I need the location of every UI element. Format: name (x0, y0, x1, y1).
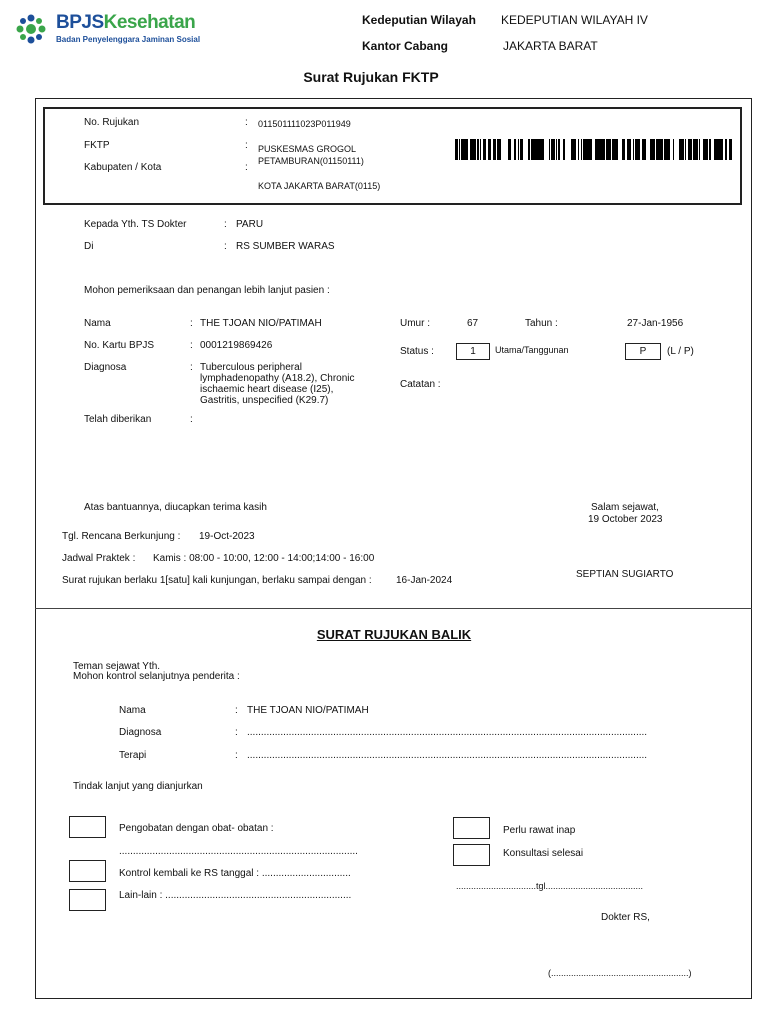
back-name-value: THE TJOAN NIO/PATIMAH (247, 705, 369, 716)
request-text: Mohon pemeriksaan dan penangan lebih lanjut pasien : (84, 285, 330, 296)
birth-value: 27-Jan-1956 (627, 318, 684, 329)
hospital-doctor-label: Dokter RS, (601, 912, 650, 923)
validity-date: 16-Jan-2024 (396, 575, 453, 586)
visit-date-label: Tgl. Rencana Berkunjung : (62, 531, 181, 542)
recipient-place-label: Di (84, 241, 94, 252)
recipient-place-value: RS SUMBER WARAS (236, 241, 335, 252)
fktp-label: FKTP (84, 140, 110, 151)
colon: : (235, 727, 238, 738)
greeting-line2: Mohon kontrol selanjutnya penderita : (73, 671, 240, 682)
other-checkbox[interactable] (69, 889, 106, 911)
bpjs-card-value: 0001219869426 (200, 340, 273, 351)
thanks-text: Atas bantuannya, diucapkan terima kasih (84, 502, 267, 513)
bpjs-logo-icon (16, 14, 46, 44)
fktp-value-line2: PETAMBURAN(01150111) (258, 156, 364, 166)
brand-name: BPJSKesehatan (56, 12, 196, 33)
back-diagnosis-label: Diagnosa (119, 727, 162, 738)
patient-name-value: THE TJOAN NIO/PATIMAH (200, 318, 322, 329)
document-title: Surat Rujukan FKTP (303, 69, 439, 85)
recipient-doctor-label: Kepada Yth. TS Dokter (84, 219, 187, 230)
referral-form (35, 98, 752, 999)
age-value: 67 (467, 318, 479, 329)
kabupaten-value: KOTA JAKARTA BARAT(0115) (258, 181, 381, 191)
validity-text: Surat rujukan berlaku 1[satu] kali kunjungan, berlaku sampai dengan : (62, 575, 372, 586)
greeting-line1: Teman sejawat Yth. (73, 661, 161, 672)
colon: : (190, 340, 193, 351)
gender-description: (L / P) (667, 346, 694, 357)
branch-value: JAKARTA BARAT (503, 39, 598, 53)
schedule-label: Jadwal Praktek : (62, 553, 136, 564)
region-label: Kedeputian Wilayah (362, 13, 476, 27)
medication-label: Pengobatan dengan obat- obatan : (119, 823, 274, 834)
control-checkbox[interactable] (69, 860, 106, 882)
control-label: Kontrol kembali ke RS tanggal : ................................ (119, 868, 351, 879)
age-label: Umur : (400, 318, 430, 329)
back-therapy-label: Terapi (119, 750, 147, 761)
colon: : (245, 117, 248, 128)
consultation-done-checkbox[interactable] (453, 844, 490, 866)
colon: : (190, 362, 193, 373)
visit-date-value: 19-Oct-2023 (199, 531, 255, 542)
regards-text: Salam sejawat, (591, 502, 659, 513)
consultation-done-label: Konsultasi selesai (503, 848, 584, 859)
back-referral-title: SURAT RUJUKAN BALIK (316, 627, 472, 642)
barcode (455, 139, 734, 160)
schedule-value: Kamis : 08:00 - 10:00, 12:00 - 14:00;14:00 - 16:00 (153, 553, 375, 564)
colon: : (224, 219, 227, 230)
back-therapy-field[interactable]: ................................................................................................................................................ (247, 750, 648, 761)
back-name-label: Nama (119, 705, 146, 716)
medication-checkbox[interactable] (69, 816, 106, 838)
section-divider (35, 608, 752, 609)
colon: : (245, 162, 248, 173)
fktp-value-line1: PUSKESMAS GROGOL (258, 144, 357, 154)
other-label: Lain-lain : ................................................................... (119, 890, 352, 901)
inpatient-checkbox[interactable] (453, 817, 490, 839)
colon: : (245, 140, 248, 151)
status-label: Status : (400, 346, 434, 357)
medication-field[interactable]: ...................................................................................... (119, 846, 358, 857)
colon: : (190, 414, 193, 425)
colon: : (224, 241, 227, 252)
notes-label: Catatan : (400, 379, 441, 390)
referral-no-value: 011501111023P011949 (258, 119, 351, 129)
status-description: Utama/Tanggunan (495, 345, 569, 355)
back-diagnosis-field[interactable]: ................................................................................................................................................ (247, 727, 648, 738)
patient-name-label: Nama (84, 318, 111, 329)
doctor-name: SEPTIAN SUGIARTO (576, 569, 674, 580)
recipient-doctor-value: PARU (236, 219, 264, 230)
branch-label: Kantor Cabang (362, 39, 449, 53)
given-label: Telah diberikan (84, 414, 152, 425)
inpatient-label: Perlu rawat inap (503, 825, 576, 836)
birth-label: Tahun : (525, 318, 558, 329)
colon: : (235, 705, 238, 716)
referral-no-label: No. Rujukan (84, 117, 140, 128)
signature-line[interactable]: (.......................................................) (548, 968, 692, 978)
colon: : (190, 318, 193, 329)
letter-date: 19 October 2023 (588, 514, 663, 525)
brand-subtitle: Badan Penyelenggara Jaminan Sosial (56, 35, 201, 44)
diagnosis-label: Diagnosa (84, 362, 127, 373)
gender-box: P (625, 343, 661, 360)
diagnosis-value: Tuberculous peripheral lymphadenopathy (A18.2), Chronic ischaemic heart disease (I25), Gastritis, unspecified (K29.7) (200, 362, 355, 406)
colon: : (235, 750, 238, 761)
region-value: KEDEPUTIAN WILAYAH IV (501, 13, 648, 27)
bpjs-card-label: No. Kartu BPJS (84, 340, 155, 351)
date-line[interactable]: ................................tgl....................................... (456, 881, 644, 891)
kabupaten-label: Kabupaten / Kota (84, 162, 162, 173)
status-box: 1 (456, 343, 490, 360)
followup-heading: Tindak lanjut yang dianjurkan (73, 781, 203, 792)
